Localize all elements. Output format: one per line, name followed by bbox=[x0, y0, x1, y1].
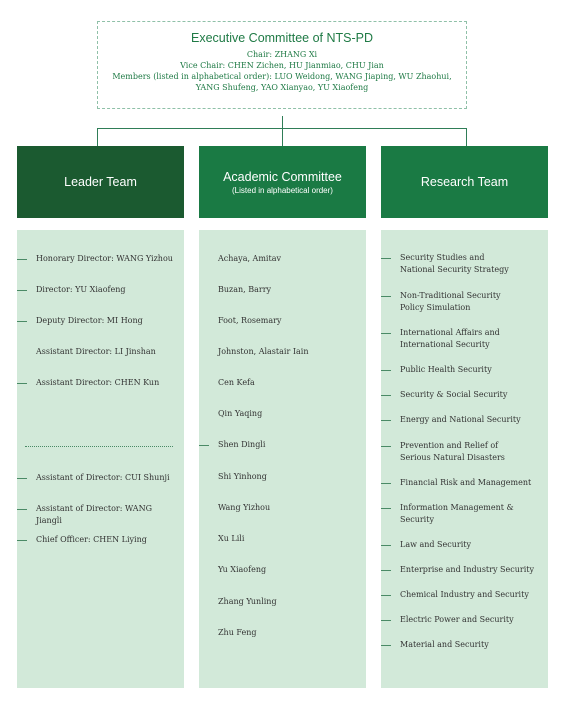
list-tick bbox=[381, 333, 391, 334]
connector-vertical bbox=[282, 116, 283, 128]
executive-committee-box bbox=[97, 21, 467, 109]
academic-committee-subtitle: (Listed in alphabetical order) bbox=[232, 185, 333, 195]
list-item: Johnston, Alastair Iain bbox=[218, 347, 309, 356]
list-tick bbox=[17, 509, 27, 510]
list-item: Energy and National Security bbox=[400, 415, 521, 424]
list-item: Director: YU Xiaofeng bbox=[36, 285, 126, 294]
list-item: Deputy Director: MI Hong bbox=[36, 316, 143, 325]
list-item: Material and Security bbox=[400, 640, 489, 649]
list-item: Cen Kefa bbox=[218, 378, 255, 387]
list-tick bbox=[17, 290, 27, 291]
list-item: Foot, Rosemary bbox=[218, 316, 282, 325]
list-tick bbox=[381, 508, 391, 509]
connector-drop-left bbox=[97, 128, 98, 146]
leader-team-title: Leader Team bbox=[64, 175, 137, 189]
exec-members-line-2: YANG Shufeng, YAO Xianyao, YU Xiaofeng bbox=[195, 83, 369, 92]
list-item: Xu Lili bbox=[218, 534, 245, 543]
leader-team-header bbox=[17, 146, 184, 218]
list-tick bbox=[381, 420, 391, 421]
list-tick bbox=[381, 296, 391, 297]
connector-drop-right bbox=[466, 128, 467, 146]
list-item: Financial Risk and Management bbox=[400, 478, 532, 487]
list-tick bbox=[381, 570, 391, 571]
academic-committee-header bbox=[199, 146, 366, 218]
list-item: Qin Yaqing bbox=[218, 409, 263, 418]
list-item: Chemical Industry and Security bbox=[400, 590, 529, 599]
list-item: Shen Dingli bbox=[218, 440, 266, 449]
list-item: Electric Power and Security bbox=[400, 615, 514, 624]
list-item: Information Management & Security bbox=[400, 503, 514, 524]
list-tick bbox=[17, 383, 27, 384]
list-tick bbox=[17, 478, 27, 479]
academic-committee-title: Academic Committee bbox=[223, 169, 342, 184]
list-tick bbox=[381, 483, 391, 484]
list-tick bbox=[17, 259, 27, 260]
list-tick bbox=[381, 545, 391, 546]
list-item: Assistant of Director: CUI Shunji bbox=[36, 473, 170, 482]
list-item: Non-Traditional Security Policy Simulation bbox=[400, 291, 501, 312]
list-item: Shi Yinhong bbox=[218, 472, 267, 481]
list-item: Law and Security bbox=[400, 540, 472, 549]
list-item: Honorary Director: WANG Yizhou bbox=[36, 254, 173, 263]
executive-committee-title: Executive Committee of NTS-PD bbox=[191, 31, 373, 45]
list-item: Buzan, Barry bbox=[218, 285, 272, 294]
list-tick bbox=[381, 446, 391, 447]
academic-committee-list bbox=[199, 230, 366, 688]
list-tick bbox=[381, 620, 391, 621]
list-tick bbox=[381, 645, 391, 646]
list-item: Assistant Director: CHEN Kun bbox=[36, 378, 160, 387]
list-tick bbox=[381, 258, 391, 259]
list-item: Enterprise and Industry Security bbox=[400, 565, 534, 574]
list-tick bbox=[17, 540, 27, 541]
list-item: Chief Officer: CHEN Liying bbox=[36, 535, 147, 544]
exec-chair: Chair: ZHANG Xi bbox=[246, 50, 318, 59]
separator bbox=[25, 446, 173, 447]
list-tick bbox=[381, 395, 391, 396]
list-item: International Affairs and International Security bbox=[400, 328, 500, 349]
list-item: Prevention and Relief of Serious Natural Disasters bbox=[400, 441, 505, 462]
list-item: Achaya, Amitav bbox=[218, 254, 281, 263]
exec-vice-chair: Vice Chair: CHEN Zichen, HU Jianmiao, CHU Jian bbox=[180, 61, 384, 70]
research-team-list bbox=[381, 230, 548, 688]
leader-team-list bbox=[17, 230, 184, 688]
connector-drop-middle bbox=[282, 128, 283, 146]
list-item: Yu Xiaofeng bbox=[218, 565, 267, 574]
exec-members-line-1: Members (listed in alphabetical order): LUO Weidong, WANG Jiaping, WU Zhaohui, bbox=[112, 72, 452, 81]
list-item: Security Studies and National Security Strategy bbox=[400, 253, 509, 274]
list-item: Zhu Feng bbox=[218, 628, 257, 637]
list-item: Zhang Yunling bbox=[218, 597, 277, 606]
list-tick bbox=[199, 445, 209, 446]
research-team-title: Research Team bbox=[420, 175, 509, 189]
list-item: Public Health Security bbox=[400, 365, 492, 374]
list-tick bbox=[17, 321, 27, 322]
research-team-header bbox=[381, 146, 548, 218]
list-item: Assistant Director: LI Jinshan bbox=[36, 347, 156, 356]
list-item: Security & Social Security bbox=[400, 390, 508, 399]
list-tick bbox=[381, 370, 391, 371]
list-item: Assistant of Director: WANG Jiangli bbox=[36, 504, 152, 525]
list-item: Wang Yizhou bbox=[218, 503, 271, 512]
list-tick bbox=[381, 595, 391, 596]
